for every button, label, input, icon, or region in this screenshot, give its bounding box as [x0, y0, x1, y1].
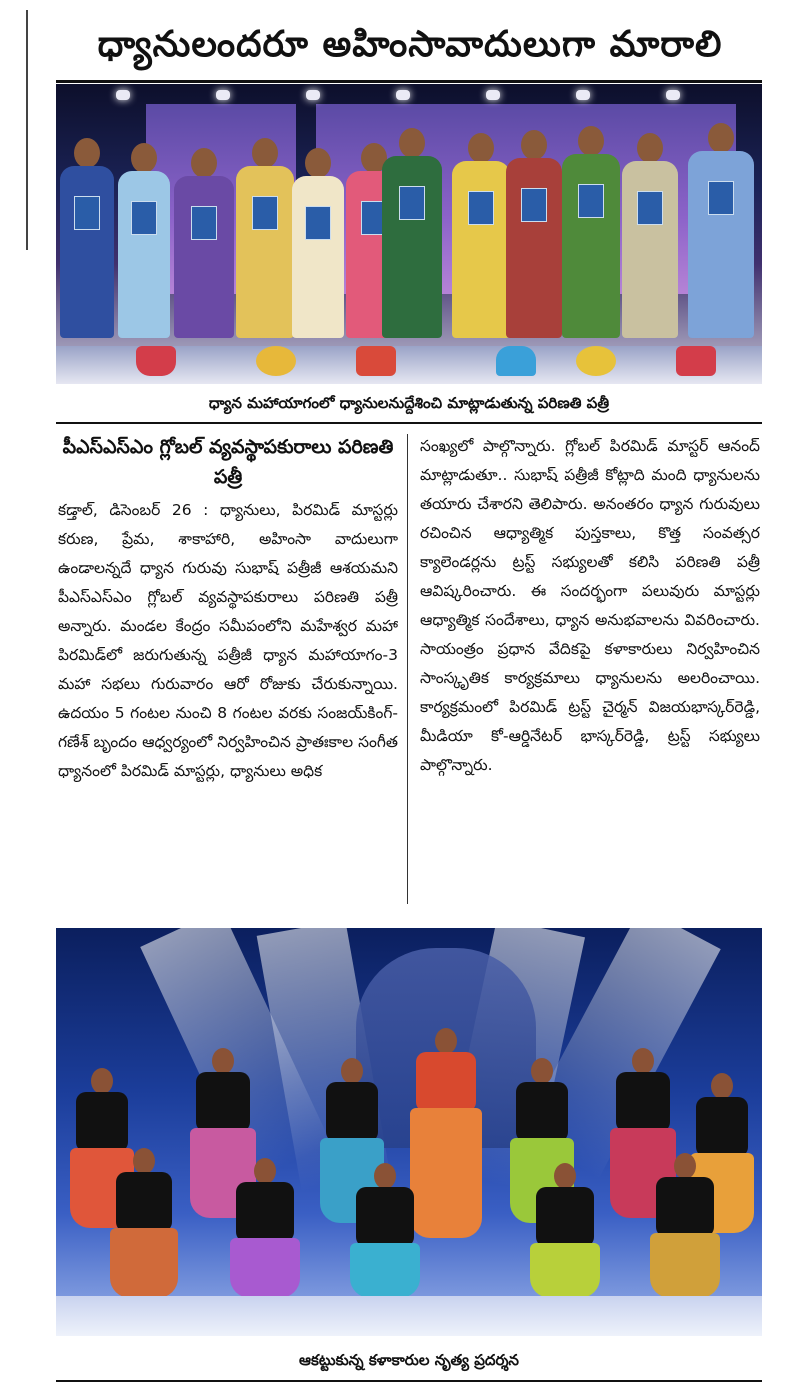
stage-decoration — [136, 346, 176, 376]
stage-decoration — [676, 346, 716, 376]
column-divider — [407, 434, 408, 904]
stage-light — [216, 90, 230, 100]
stage-decoration — [576, 346, 616, 376]
article-text-right: సంఖ్యలో పాల్గొన్నారు. గ్లోబల్ పిరమిడ్ మాస్టర్ ఆనంద్ మాట్లాడుతూ.. సుభాష్ పత్రీజీ కోట్లాది మంది ధ్యానులను తయారు చేశారని తెలిపారు. అనంతరం ధ్యాన గురువులు రచించిన ఆధ్యాత్మిక పుస్తకాలు, కొత్త సంవత్సర క్యాలెండర్లను ట్రస్ట్ సభ్యులతో కలిసి పరిణతి పత్రీ ఆవిష్కరించారు. ఈ సందర్భంగా పలువురు మాస్టర్లు ఆధ్యాత్మిక సందేశాలు, ధ్యాన అనుభవాలను వివరించారు. సాయంత్రం ప్రధాన వేదికపై కళాకారులు నిర్వహించిన సాంస్కృతిక కార్యక్రమాలు ధ్యానులను అలరించాయి. కార్యక్రమంలో పిరమిడ్ ట్రస్ట్ చైర్మన్ విజయభాస్కర్‌రెడ్డి, మీడియా కో-ఆర్డినేటర్ భాస్కర్‌రెడ్డి, ట్రస్ట్ సభ్యులు పాల్గొన్నారు. — [420, 437, 760, 774]
stage-decoration — [356, 346, 396, 376]
article-column-right — [420, 432, 760, 918]
dancer — [356, 1163, 414, 1298]
margin-rule — [26, 10, 28, 250]
photo-dance-performance — [56, 928, 762, 1336]
article-text-left: కడ్తాల్, డిసెంబర్ 26 : ధ్యానులు, పిరమిడ్ మాస్టర్లు కరుణ, ప్రేమ, శాకాహారి, అహింసా వాదులుగా ఉండాలన్నదే ధ్యాన గురువు సుభాష్ పత్రీజీ ఆశయమని పీఎస్ఎస్ఎం గ్లోబల్ వ్యవస్థాపకురాలు పరిణతి పత్రీ అన్నారు. మండల కేంద్రం సమీపంలోని మహేశ్వర మహా పిరమిడ్‌లో జరుగుతున్న పత్రీజీ ధ్యాన మహాయాగం-3 మహా సభలు గురువారం ఆరో రోజుకు చేరుకున్నాయి. ఉదయం 5 గంటల నుంచి 8 గంటల వరకు సంజయ్‌కింగ్-గణేశ్ బృందం ఆధ్వర్యంలో నిర్వహించిన ప్రాతఃకాల సంగీత ధ్యానంలో పిరమిడ్ మాస్టర్లు, ధ్యానులు అధిక — [58, 501, 398, 780]
headline: ధ్యానులందరూ అహింసావాదులుగా మారాలి — [97, 24, 723, 65]
person — [452, 133, 510, 338]
stage-light — [116, 90, 130, 100]
photo-caption: ధ్యాన మహాయాగంలో ధ్యానులనుద్దేశించి మాట్లాడుతున్న పరిణతి పత్రీ — [56, 384, 762, 424]
dancer — [116, 1148, 172, 1298]
person — [292, 148, 344, 338]
headline-rule — [56, 80, 762, 83]
person — [382, 128, 442, 338]
person — [60, 138, 114, 338]
stage-floor — [56, 1296, 762, 1336]
stage-decoration — [496, 346, 536, 376]
person — [118, 143, 170, 338]
dancer — [416, 1028, 476, 1238]
person — [506, 130, 562, 338]
stage-light — [576, 90, 590, 100]
person — [236, 138, 294, 338]
photo-stage-book-release — [56, 84, 762, 384]
stage-decoration — [256, 346, 296, 376]
article-column-left — [58, 432, 398, 902]
dancer — [536, 1163, 594, 1298]
dancer — [656, 1153, 714, 1298]
person — [562, 126, 620, 338]
article-subheading: పీఎస్ఎస్ఎం గ్లోబల్ వ్యవస్థాపకురాలు పరిణతి పత్రీ — [62, 436, 394, 488]
photo-caption: ఆకట్టుకున్న కళాకారుల నృత్య ప్రదర్శన — [56, 1340, 762, 1382]
stage-light — [396, 90, 410, 100]
stage-light — [666, 90, 680, 100]
person — [174, 148, 234, 338]
stage-light — [306, 90, 320, 100]
dancer — [236, 1158, 294, 1298]
stage-light — [486, 90, 500, 100]
person — [622, 133, 678, 338]
person — [688, 123, 754, 338]
